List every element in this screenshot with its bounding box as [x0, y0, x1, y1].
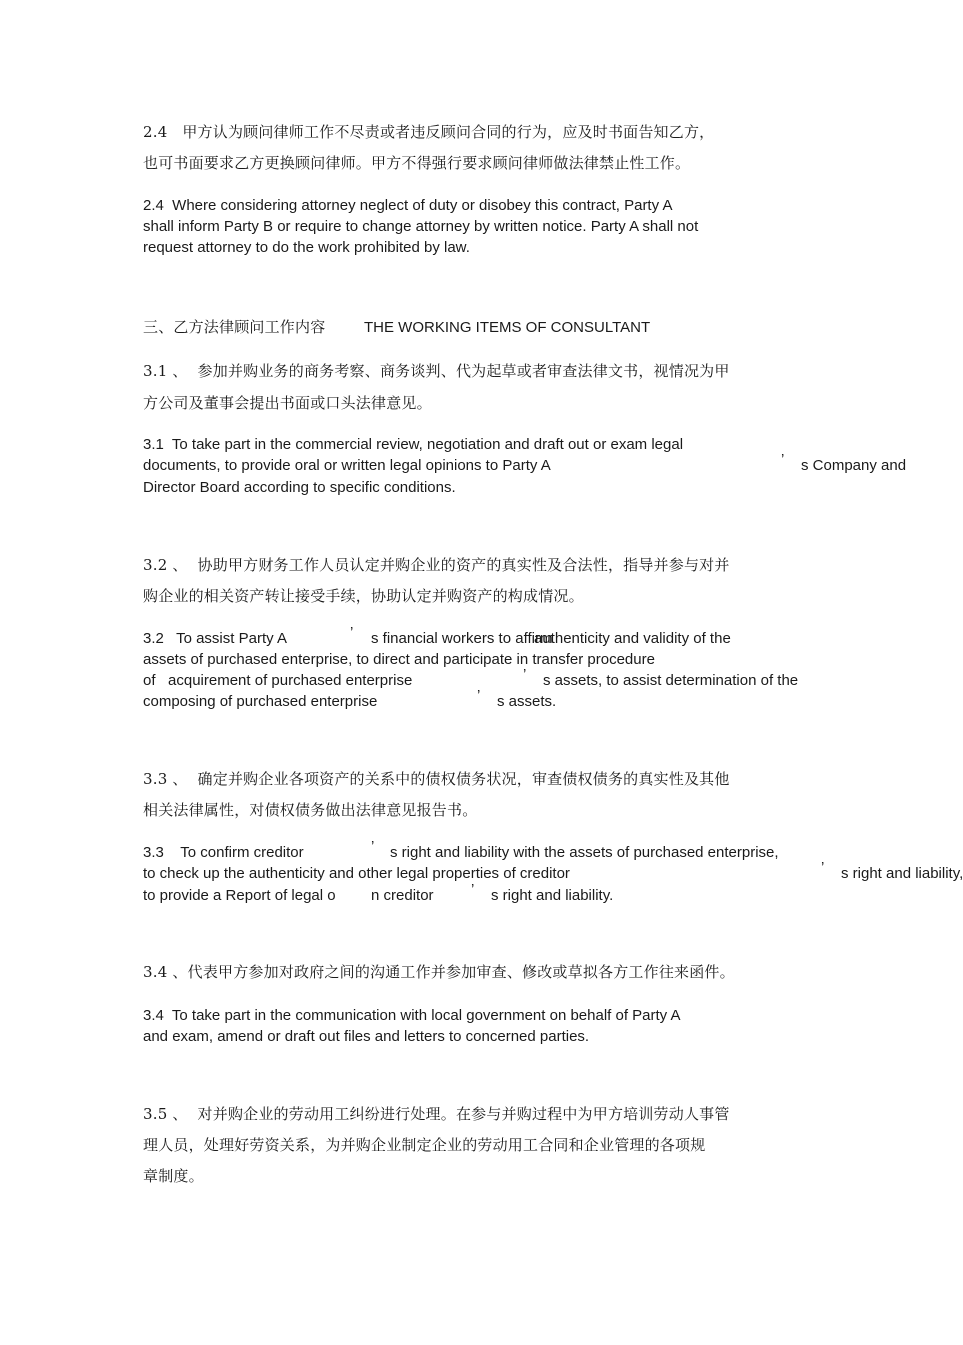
- clause-3-2-en-line-1a: 3.2 To assist Party A: [143, 630, 287, 647]
- section-3-heading-zh: 三、乙方法律顾问工作内容: [143, 318, 326, 336]
- clause-3-1-apostrophe: ’: [781, 451, 785, 468]
- clause-3-3-zh-line-1: 3.3 、 确定并购企业各项资产的关系中的债权债务状况，审查债权债务的真实性及其他: [143, 770, 730, 788]
- clause-3-2-en-line-2: assets of purchased enterprise, to direct and participate in transfer procedure: [143, 651, 655, 668]
- clause-3-2-en-line-3a: of acquirement of purchased enterprise: [143, 672, 413, 689]
- clause-3-5-zh-line-1: 3.5 、 对并购企业的劳动用工纠纷进行处理。在参与并购过程中为甲方培训劳动人事管: [143, 1105, 730, 1123]
- clause-3-3-en-line-2a: to check up the authenticity and other legal properties of creditor: [143, 865, 570, 882]
- clause-3-1-en-line-1: 3.1 To take part in the commercial review, negotiation and draft out or exam legal: [143, 436, 684, 453]
- clause-3-3-apostrophe-3: ’: [471, 881, 475, 898]
- clause-3-1-en-line-2a: documents, to provide oral or written legal opinions to Party A: [143, 457, 551, 474]
- clause-3-2-en-line-1c: authenticity and validity of the: [534, 630, 731, 647]
- clause-3-3-zh-line-2: 相关法律属性，对债权债务做出法律意见报告书。: [143, 801, 478, 819]
- clause-3-3-apostrophe-2: ’: [821, 859, 825, 876]
- clause-3-2-apostrophe-1: ’: [350, 624, 354, 641]
- clause-3-1-zh-line-2: 方公司及董事会提出书面或口头法律意见。: [143, 394, 432, 412]
- clause-2-4-zh-line-2: 也可书面要求乙方更换顾问律师。甲方不得强行要求顾问律师做法律禁止性工作。: [143, 154, 691, 172]
- clause-3-3-en-line-3a: to provide a Report of legal o: [143, 887, 336, 904]
- clause-3-4-zh-line-1: 3.4 、代表甲方参加对政府之间的沟通工作并参加审查、修改或草拟各方工作往来函件。: [143, 963, 735, 981]
- clause-3-3-en-line-2b: s right and liability,: [841, 865, 963, 882]
- clause-3-2-zh-line-1: 3.2 、 协助甲方财务工作人员认定并购企业的资产的真实性及合法性，指导并参与对并: [143, 556, 730, 574]
- clause-3-4-en-line-1: 3.4 To take part in the communication with local government on behalf of Party A: [143, 1007, 681, 1024]
- clause-2-4-zh-line-1: 2.4 甲方认为顾问律师工作不尽责或者违反顾问合同的行为，应及时书面告知乙方，: [143, 123, 715, 141]
- clause-2-4-en-line-3: request attorney to do the work prohibited by law.: [143, 239, 470, 256]
- clause-3-2-apostrophe-2: ’: [523, 666, 527, 683]
- clause-3-3-en-line-1b: s right and liability with the assets of purchased enterprise,: [390, 844, 779, 861]
- clause-3-2-en-line-1b: s financial workers to affirm: [371, 630, 553, 647]
- clause-3-1-en-line-3: Director Board according to specific conditions.: [143, 479, 456, 496]
- clause-3-4-en-line-2: and exam, amend or draft out files and letters to concerned parties.: [143, 1028, 590, 1045]
- clause-3-1-zh-line-1: 3.1 、 参加并购业务的商务考察、商务谈判、代为起草或者审查法律文书，视情况为甲: [143, 362, 730, 380]
- clause-3-3-en-line-3b: n creditor: [371, 887, 434, 904]
- clause-3-2-zh-line-2: 购企业的相关资产转让接受手续，协助认定并购资产的构成情况。: [143, 587, 584, 605]
- clause-2-4-en-line-1: 2.4 Where considering attorney neglect of duty or disobey this contract, Party A: [143, 197, 673, 214]
- clause-3-5-zh-line-2: 理人员，处理好劳资关系，为并购企业制定企业的劳动用工合同和企业管理的各项规: [143, 1136, 706, 1154]
- clause-3-1-en-line-2b: s Company and: [801, 457, 907, 474]
- clause-3-3-en-line-3c: s right and liability.: [491, 887, 614, 904]
- section-3-heading-en: THE WORKING ITEMS OF CONSULTANT: [364, 319, 651, 336]
- clause-3-3-apostrophe-1: ’: [371, 838, 375, 855]
- clause-3-2-en-line-3b: s assets, to assist determination of the: [543, 672, 799, 689]
- clause-3-2-en-line-4a: composing of purchased enterprise: [143, 693, 378, 710]
- clause-2-4-en-line-2: shall inform Party B or require to change attorney by written notice. Party A shall not: [143, 218, 699, 235]
- clause-3-2-apostrophe-3: ’: [477, 687, 481, 704]
- clause-3-2-en-line-4b: s assets.: [497, 693, 557, 710]
- clause-3-3-en-line-1a: 3.3 To confirm creditor: [143, 844, 304, 861]
- clause-3-5-zh-line-3: 章制度。: [143, 1167, 204, 1185]
